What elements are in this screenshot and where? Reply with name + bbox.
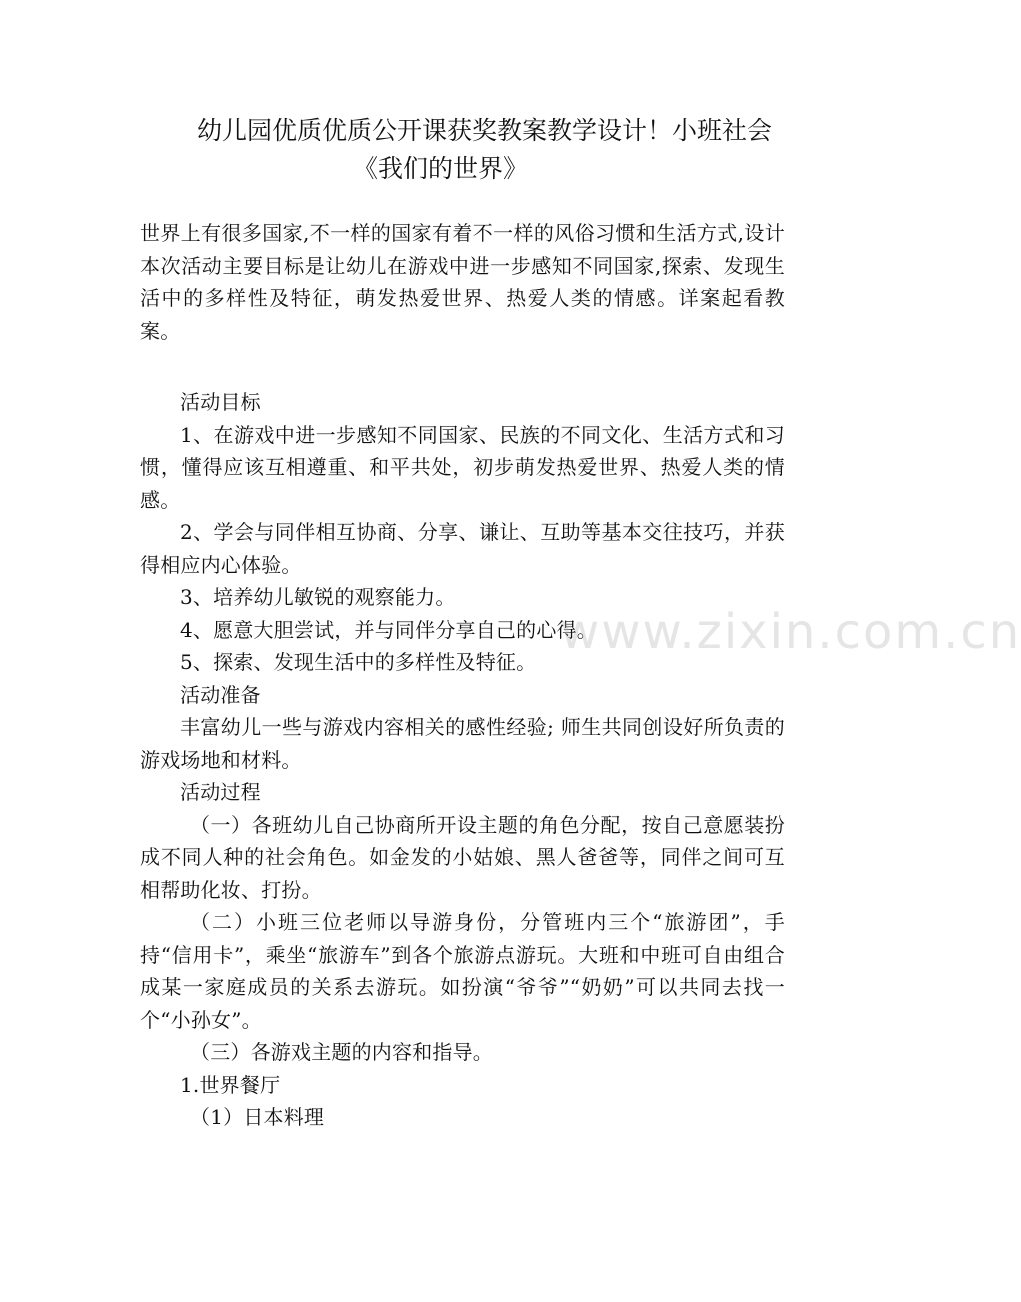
title-line-2: 《我们的世界》 xyxy=(353,154,529,183)
watermark: www.zixin.com.cn xyxy=(560,604,1021,660)
body-paragraph: （二）小班三位老师以导游身份，分管班内三个“旅游团”，手持“信用卡”，乘坐“旅游车”到各个旅游点游玩。大班和中班可自由组合成某一家庭成员的关系去游玩。如扮演“爷爷”“奶奶”可以共同去找一个“小孙女”。 xyxy=(140,910,785,1032)
title-line-1: 幼儿园优质优质公开课获奖教案教学设计！小班社会 xyxy=(197,116,773,145)
intro-paragraph xyxy=(140,217,785,347)
body-paragraph: 1、在游戏中进一步感知不同国家、民族的不同文化、生活方式和习惯，懂得应该互相遵重、和平共处，初步萌发热爱世界、热爱人类的情感。 xyxy=(140,422,785,512)
body-paragraph: （1）日本料理 xyxy=(190,1105,325,1129)
document-body xyxy=(140,386,785,1134)
body-paragraph: 4、愿意大胆尝试，并与同伴分享自己的心得。 xyxy=(180,617,597,642)
body-paragraph: 活动准备 xyxy=(180,682,261,707)
body-paragraph: 2、学会与同伴相互协商、分享、谦让、互助等基本交往技巧，并获得相应内心体验。 xyxy=(140,520,785,577)
body-paragraph: （三）各游戏主题的内容和指导。 xyxy=(190,1040,493,1064)
intro-text: 世界上有很多国家,不一样的国家有着不一样的风俗习惯和生活方式,设计本次活动主要目标是让幼儿在游戏中进一步感知不同国家,探索、发现生活中的多样性及特征，萌发热爱世界、热爱人类的情感。详案起看教案。 xyxy=(140,221,785,343)
body-paragraph: 3、培养幼儿敏锐的观察能力。 xyxy=(180,585,456,609)
body-paragraph: 1.世界餐厅 xyxy=(180,1072,281,1097)
body-paragraph: 5、探索、发现生活中的多样性及特征。 xyxy=(180,650,537,674)
body-paragraph: 活动目标 xyxy=(180,390,261,414)
body-paragraph: （一）各班幼儿自己协商所开设主题的角色分配，按自己意愿装扮成不同人种的社会角色。如金发的小姑娘、黑人爸爸等，同伴之间可互相帮助化妆、打扮。 xyxy=(140,812,785,902)
body-paragraph: 丰富幼儿一些与游戏内容相关的感性经验; 师生共同创设好所负责的游戏场地和材料。 xyxy=(140,715,785,772)
body-paragraph: 活动过程 xyxy=(180,780,261,804)
